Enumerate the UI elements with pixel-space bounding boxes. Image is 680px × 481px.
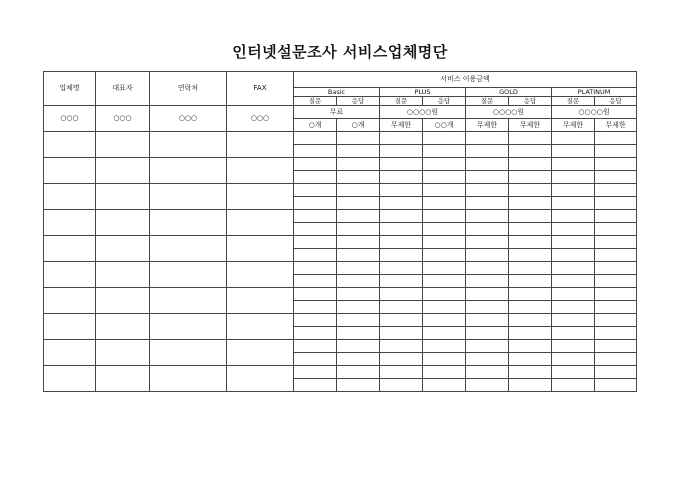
empty-cell <box>380 275 423 288</box>
empty-cell <box>552 184 595 197</box>
empty-cell <box>595 184 637 197</box>
header-representative: 대표자 <box>96 72 150 106</box>
sample-contact: ○○○ <box>150 106 227 132</box>
empty-cell <box>595 327 637 340</box>
empty-cell <box>380 184 423 197</box>
empty-cell <box>337 184 380 197</box>
plan-gold: GOLD <box>466 88 552 97</box>
empty-cell <box>380 171 423 184</box>
empty-cell <box>552 262 595 275</box>
empty-rows <box>44 132 637 392</box>
empty-cell <box>509 236 552 249</box>
empty-cell <box>294 197 337 210</box>
empty-cell <box>509 275 552 288</box>
empty-cell <box>337 288 380 301</box>
sub-question: 질문 <box>552 97 595 106</box>
empty-cell <box>294 366 337 379</box>
empty-cell <box>96 366 150 392</box>
empty-cell <box>227 236 294 262</box>
empty-cell <box>337 223 380 236</box>
empty-cell <box>380 301 423 314</box>
plan-basic: Basic <box>294 88 380 97</box>
empty-cell <box>466 210 509 223</box>
empty-cell <box>380 210 423 223</box>
empty-cell <box>294 301 337 314</box>
empty-cell <box>294 340 337 353</box>
empty-cell <box>552 366 595 379</box>
empty-cell <box>227 210 294 236</box>
empty-cell <box>595 288 637 301</box>
price-gold: ○○○○원 <box>466 106 552 119</box>
empty-cell <box>337 314 380 327</box>
header-service-fee: 서비스 이용금액 <box>294 72 637 88</box>
price-basic: 무료 <box>294 106 380 119</box>
empty-cell <box>44 132 96 158</box>
header-company: 업체명 <box>44 72 96 106</box>
empty-cell <box>466 327 509 340</box>
empty-cell <box>595 236 637 249</box>
page-title: 인터넷설문조사 서비스업체명단 <box>232 43 448 61</box>
empty-cell <box>294 223 337 236</box>
empty-cell <box>337 197 380 210</box>
empty-cell <box>466 262 509 275</box>
empty-cell <box>466 236 509 249</box>
sample-representative: ○○○ <box>96 106 150 132</box>
empty-cell <box>380 158 423 171</box>
sub-response: 응답 <box>337 97 380 106</box>
empty-cell <box>337 327 380 340</box>
empty-cell <box>380 327 423 340</box>
empty-cell <box>466 340 509 353</box>
empty-cell <box>337 249 380 262</box>
empty-cell <box>96 340 150 366</box>
empty-cell <box>337 132 380 145</box>
empty-cell <box>466 314 509 327</box>
empty-cell <box>380 262 423 275</box>
empty-cell <box>150 158 227 184</box>
empty-cell <box>552 210 595 223</box>
empty-cell <box>509 262 552 275</box>
empty-cell <box>595 301 637 314</box>
empty-cell <box>44 288 96 314</box>
empty-cell <box>44 184 96 210</box>
empty-cell <box>423 275 466 288</box>
table-row <box>44 314 637 327</box>
empty-cell <box>96 236 150 262</box>
empty-cell <box>423 327 466 340</box>
empty-cell <box>150 340 227 366</box>
empty-cell <box>552 340 595 353</box>
empty-cell <box>44 340 96 366</box>
empty-cell <box>423 236 466 249</box>
empty-cell <box>337 366 380 379</box>
empty-cell <box>294 132 337 145</box>
sub-response: 응답 <box>595 97 637 106</box>
empty-cell <box>423 314 466 327</box>
empty-cell <box>466 132 509 145</box>
empty-cell <box>294 379 337 392</box>
empty-cell <box>294 314 337 327</box>
empty-cell <box>509 353 552 366</box>
empty-cell <box>294 171 337 184</box>
empty-cell <box>466 158 509 171</box>
empty-cell <box>595 275 637 288</box>
empty-cell <box>337 210 380 223</box>
basic-response: ○개 <box>337 119 380 132</box>
table-row <box>44 184 637 197</box>
empty-cell <box>423 171 466 184</box>
empty-cell <box>466 184 509 197</box>
empty-cell <box>423 210 466 223</box>
empty-cell <box>380 379 423 392</box>
empty-cell <box>423 223 466 236</box>
empty-cell <box>466 353 509 366</box>
empty-cell <box>595 314 637 327</box>
empty-cell <box>337 262 380 275</box>
empty-cell <box>44 236 96 262</box>
plus-question: 무제한 <box>380 119 423 132</box>
table-row <box>44 132 637 145</box>
empty-cell <box>509 249 552 262</box>
sample-fax: ○○○ <box>227 106 294 132</box>
empty-cell <box>150 236 227 262</box>
empty-cell <box>227 288 294 314</box>
empty-cell <box>150 314 227 340</box>
table-row <box>44 288 637 301</box>
empty-cell <box>595 210 637 223</box>
empty-cell <box>552 301 595 314</box>
empty-cell <box>466 145 509 158</box>
empty-cell <box>294 262 337 275</box>
table-row <box>44 340 637 353</box>
empty-cell <box>423 249 466 262</box>
empty-cell <box>552 275 595 288</box>
empty-cell <box>96 288 150 314</box>
empty-cell <box>595 223 637 236</box>
empty-cell <box>380 223 423 236</box>
empty-cell <box>423 262 466 275</box>
empty-cell <box>380 145 423 158</box>
empty-cell <box>595 132 637 145</box>
empty-cell <box>150 210 227 236</box>
empty-cell <box>337 158 380 171</box>
empty-cell <box>44 314 96 340</box>
sub-response: 응답 <box>423 97 466 106</box>
empty-cell <box>509 132 552 145</box>
sub-question: 질문 <box>466 97 509 106</box>
empty-cell <box>227 158 294 184</box>
empty-cell <box>466 275 509 288</box>
empty-cell <box>466 379 509 392</box>
empty-cell <box>337 236 380 249</box>
empty-cell <box>337 145 380 158</box>
empty-cell <box>294 184 337 197</box>
empty-cell <box>423 145 466 158</box>
empty-cell <box>96 132 150 158</box>
price-plus: ○○○○원 <box>380 106 466 119</box>
empty-cell <box>380 340 423 353</box>
empty-cell <box>509 327 552 340</box>
empty-cell <box>552 249 595 262</box>
sub-response: 응답 <box>509 97 552 106</box>
empty-cell <box>509 197 552 210</box>
empty-cell <box>552 236 595 249</box>
empty-cell <box>595 340 637 353</box>
empty-cell <box>509 288 552 301</box>
empty-cell <box>96 158 150 184</box>
empty-cell <box>294 210 337 223</box>
empty-cell <box>96 184 150 210</box>
empty-cell <box>595 379 637 392</box>
empty-cell <box>552 171 595 184</box>
sample-company: ○○○ <box>44 106 96 132</box>
vendor-table <box>43 71 637 392</box>
empty-cell <box>337 379 380 392</box>
empty-cell <box>423 340 466 353</box>
empty-cell <box>595 366 637 379</box>
empty-cell <box>509 340 552 353</box>
price-platinum: ○○○○원 <box>552 106 637 119</box>
empty-cell <box>380 132 423 145</box>
empty-cell <box>150 288 227 314</box>
gold-response: 무제한 <box>509 119 552 132</box>
empty-cell <box>552 197 595 210</box>
empty-cell <box>552 132 595 145</box>
header-contact: 연락처 <box>150 72 227 106</box>
empty-cell <box>337 353 380 366</box>
empty-cell <box>294 275 337 288</box>
empty-cell <box>466 223 509 236</box>
empty-cell <box>509 314 552 327</box>
empty-cell <box>96 314 150 340</box>
empty-cell <box>150 184 227 210</box>
empty-cell <box>423 184 466 197</box>
empty-cell <box>595 197 637 210</box>
empty-cell <box>595 145 637 158</box>
empty-cell <box>44 366 96 392</box>
table-row <box>44 262 637 275</box>
empty-cell <box>227 184 294 210</box>
empty-cell <box>466 366 509 379</box>
empty-cell <box>423 288 466 301</box>
gold-question: 무제한 <box>466 119 509 132</box>
empty-cell <box>466 197 509 210</box>
empty-cell <box>227 340 294 366</box>
empty-cell <box>337 301 380 314</box>
empty-cell <box>552 314 595 327</box>
empty-cell <box>294 353 337 366</box>
empty-cell <box>380 236 423 249</box>
table-row <box>44 236 637 249</box>
empty-cell <box>552 288 595 301</box>
empty-cell <box>294 158 337 171</box>
empty-cell <box>380 314 423 327</box>
empty-cell <box>227 132 294 158</box>
empty-cell <box>423 366 466 379</box>
empty-cell <box>380 288 423 301</box>
empty-cell <box>552 379 595 392</box>
empty-cell <box>595 353 637 366</box>
empty-cell <box>552 327 595 340</box>
empty-cell <box>509 184 552 197</box>
empty-cell <box>337 340 380 353</box>
empty-cell <box>294 327 337 340</box>
empty-cell <box>150 132 227 158</box>
empty-cell <box>337 171 380 184</box>
empty-cell <box>294 288 337 301</box>
empty-cell <box>423 158 466 171</box>
empty-cell <box>227 262 294 288</box>
empty-cell <box>509 301 552 314</box>
empty-cell <box>294 249 337 262</box>
platinum-question: 무제한 <box>552 119 595 132</box>
empty-cell <box>44 262 96 288</box>
empty-cell <box>509 158 552 171</box>
basic-question: ○개 <box>294 119 337 132</box>
empty-cell <box>150 262 227 288</box>
empty-cell <box>509 210 552 223</box>
empty-cell <box>423 353 466 366</box>
empty-cell <box>294 145 337 158</box>
plus-response: ○○개 <box>423 119 466 132</box>
empty-cell <box>380 249 423 262</box>
empty-cell <box>423 301 466 314</box>
empty-cell <box>509 379 552 392</box>
empty-cell <box>380 366 423 379</box>
empty-cell <box>509 171 552 184</box>
empty-cell <box>423 132 466 145</box>
empty-cell <box>466 301 509 314</box>
empty-cell <box>337 275 380 288</box>
empty-cell <box>552 353 595 366</box>
platinum-response: 무제한 <box>595 119 637 132</box>
empty-cell <box>380 197 423 210</box>
plan-platinum: PLATINUM <box>552 88 637 97</box>
empty-cell <box>595 158 637 171</box>
empty-cell <box>44 158 96 184</box>
empty-cell <box>509 366 552 379</box>
empty-cell <box>509 223 552 236</box>
empty-cell <box>595 171 637 184</box>
empty-cell <box>466 171 509 184</box>
empty-cell <box>294 236 337 249</box>
empty-cell <box>509 145 552 158</box>
empty-cell <box>150 366 227 392</box>
table-row <box>44 158 637 171</box>
empty-cell <box>466 288 509 301</box>
empty-cell <box>552 158 595 171</box>
empty-cell <box>227 314 294 340</box>
sub-question: 질문 <box>380 97 423 106</box>
empty-cell <box>44 210 96 236</box>
empty-cell <box>96 262 150 288</box>
empty-cell <box>552 145 595 158</box>
empty-cell <box>466 249 509 262</box>
header-fax: FAX <box>227 72 294 106</box>
empty-cell <box>423 379 466 392</box>
empty-cell <box>552 223 595 236</box>
table-row <box>44 366 637 379</box>
table-row <box>44 210 637 223</box>
empty-cell <box>96 210 150 236</box>
empty-cell <box>595 262 637 275</box>
plan-plus: PLUS <box>380 88 466 97</box>
empty-cell <box>380 353 423 366</box>
empty-cell <box>423 197 466 210</box>
empty-cell <box>227 366 294 392</box>
empty-cell <box>595 249 637 262</box>
sub-question: 질문 <box>294 97 337 106</box>
